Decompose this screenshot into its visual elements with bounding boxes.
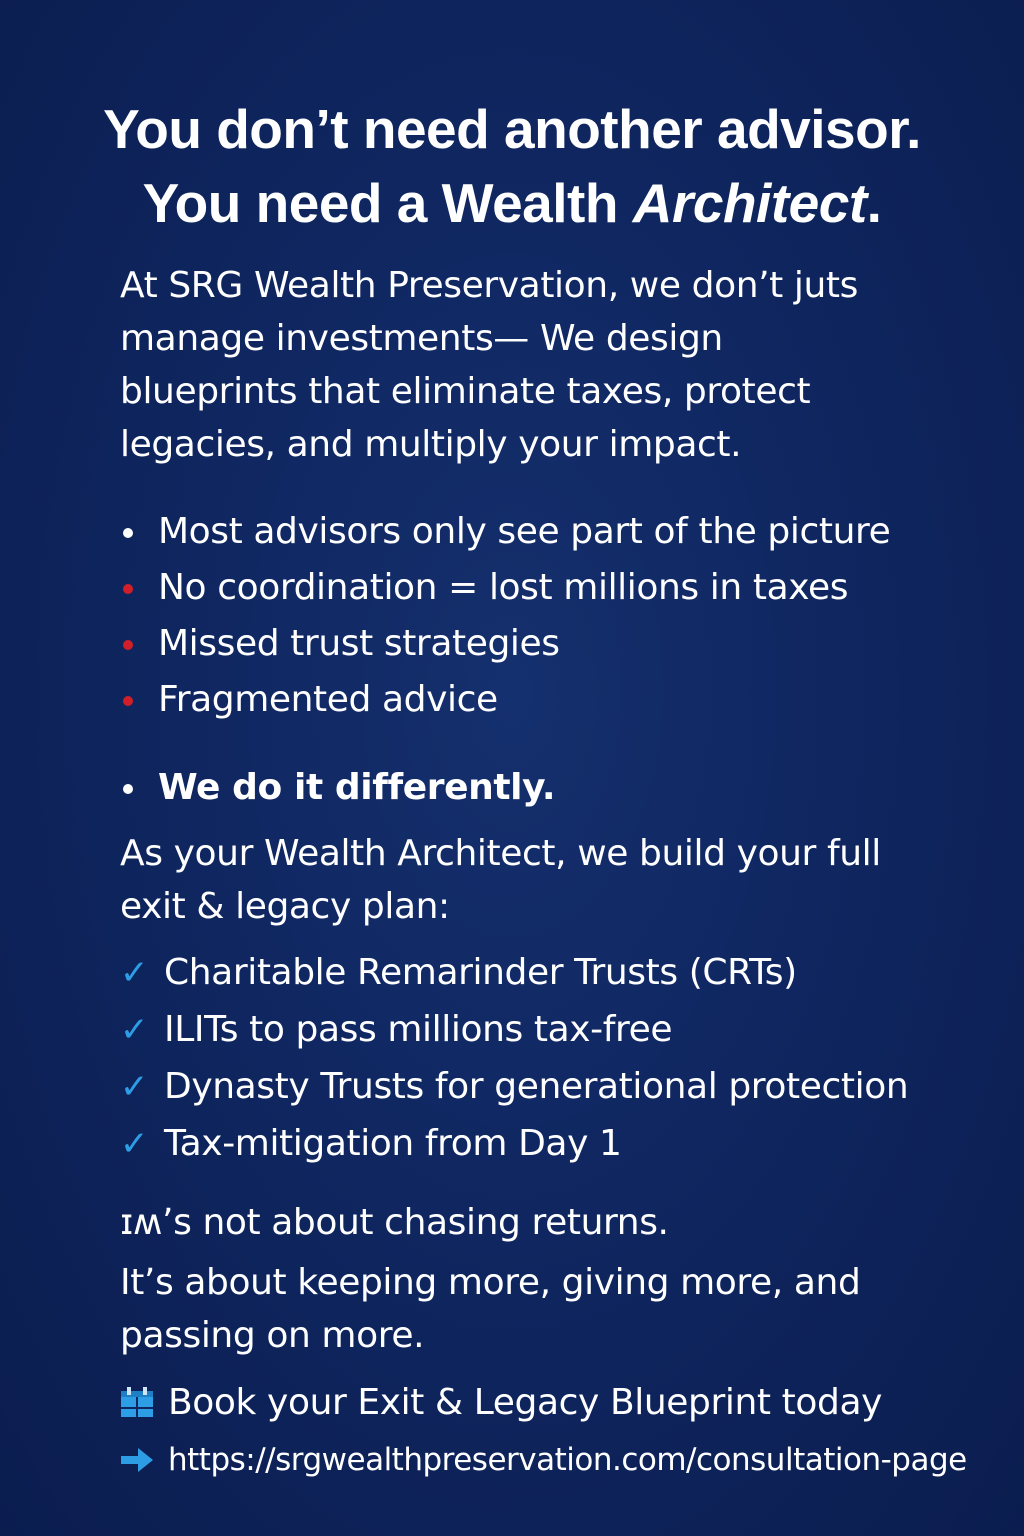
- service-item-text: ILITs to pass millions tax-free: [164, 1009, 673, 1050]
- headline-line-1: You don’t need another advisor.: [103, 98, 921, 160]
- difference-heading: [120, 760, 555, 816]
- problem-item: [120, 616, 890, 672]
- consultation-url[interactable]: https://srgwealthpreservation.com/consultation-page: [168, 1442, 967, 1478]
- book-cta[interactable]: [120, 1375, 882, 1431]
- headline-line-2-prefix: You need a Wealth: [142, 172, 633, 234]
- service-list: [120, 944, 908, 1172]
- intro-paragraph: At SRG Wealth Preservation, we don’t juts manage investments— We design blueprints that eliminate taxes, protect legacies, and multiply your impact.: [120, 265, 859, 465]
- problem-item-text: Most advisors only see part of the picture: [158, 511, 891, 552]
- bullet-dot-icon: [123, 696, 133, 706]
- check-icon: ✓: [120, 1124, 149, 1164]
- book-cta-text[interactable]: Book your Exit & Legacy Blueprint today: [168, 1382, 883, 1423]
- service-item-text: Tax-mitigation from Day 1: [164, 1123, 622, 1164]
- problem-item: [120, 672, 890, 728]
- service-item: [120, 944, 908, 1001]
- problem-item: [120, 504, 890, 560]
- check-icon: ✓: [120, 1067, 149, 1107]
- headline-line-2: [0, 166, 1024, 240]
- problem-item-text: Fragmented advice: [158, 679, 498, 720]
- headline-line-2-suffix: .: [866, 172, 882, 234]
- headline-emphasis: Architect: [632, 172, 867, 234]
- bullet-dot-icon: [123, 640, 133, 650]
- problem-item: [120, 560, 890, 616]
- problem-list: [120, 504, 890, 728]
- service-item: [120, 1115, 908, 1172]
- check-icon: ✓: [120, 953, 149, 993]
- bullet-dot-icon: [123, 528, 133, 538]
- calendar-icon: [120, 1385, 154, 1419]
- service-item-text: Charitable Remarinder Trusts (CRTs): [164, 952, 797, 993]
- problem-item-text: No coordination = lost millions in taxes: [158, 567, 849, 608]
- bullet-dot-icon: [123, 784, 133, 794]
- service-item: [120, 1001, 908, 1058]
- closing-line-1: ɪʍ’s not about chasing returns.: [120, 1202, 669, 1243]
- consultation-link[interactable]: [120, 1432, 967, 1488]
- service-item-text: Dynasty Trusts for generational protection: [164, 1066, 909, 1107]
- service-item: [120, 1058, 908, 1115]
- arrow-right-icon: [120, 1447, 154, 1473]
- plan-intro-paragraph: As your Wealth Architect, we build your full exit & legacy plan:: [120, 833, 881, 927]
- closing-line-2: It’s about keeping more, giving more, and passing on more.: [120, 1262, 861, 1356]
- bullet-dot-icon: [123, 584, 133, 594]
- problem-item-text: Missed trust strategies: [158, 623, 560, 664]
- check-icon: ✓: [120, 1010, 149, 1050]
- difference-text: We do it differently.: [158, 767, 556, 808]
